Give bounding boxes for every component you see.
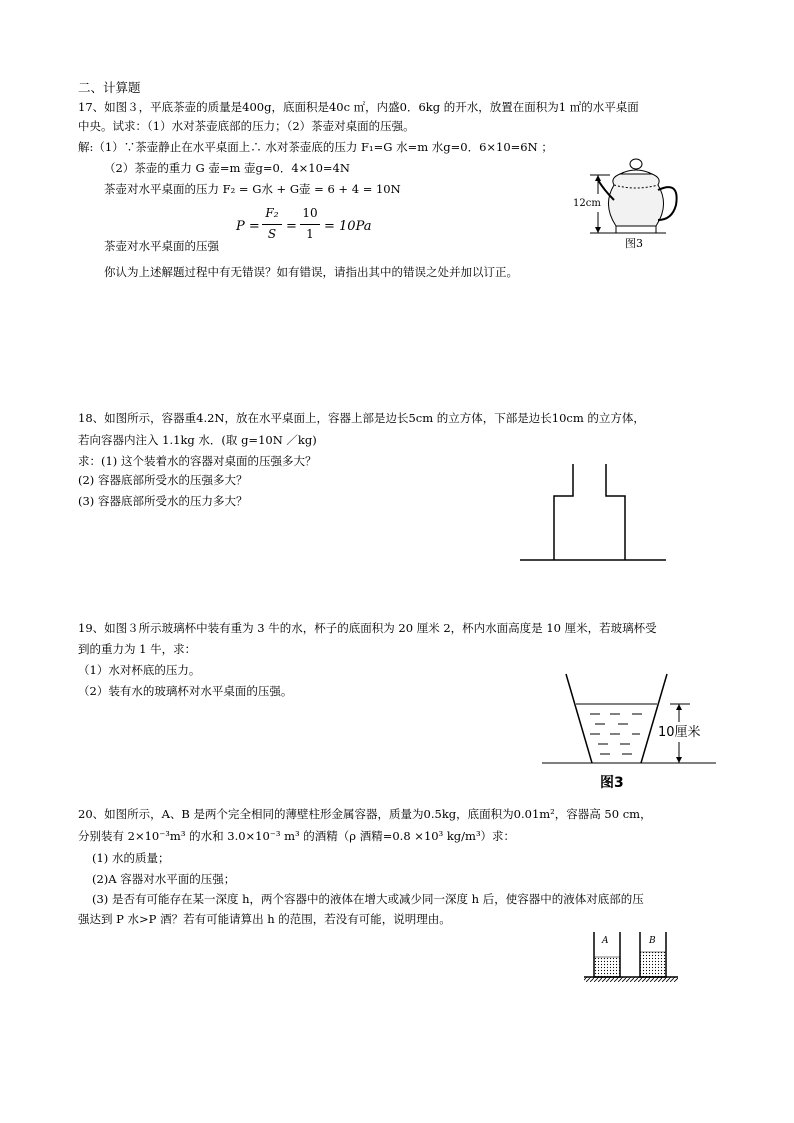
formula-den2: 1 <box>306 227 314 241</box>
q17-solution-3: 茶壶对水平桌面的压力 F₂ = G水 + G壶 = 6 + 4 = 10N <box>104 182 401 196</box>
q18-ask2: (2) 容器底部所受水的压强多大？ <box>78 473 248 487</box>
glass-dimension: 10厘米 <box>658 725 701 740</box>
q19-line1: 19、如图３所示玻璃杯中装有重为 3 牛的水，杯子的底面积为 20 厘米 2，杯内水面高度是 10 厘米，若玻璃杯受 <box>78 621 657 635</box>
formula-eq: = <box>286 219 297 234</box>
q20-ask3: (3) 是否有可能存在某一深度 h，两个容器中的液体在增大或减少同一深度 h 后，使容器中的液体对底部的压 <box>92 892 644 906</box>
q17-line2: 中央。试求：（1）水对茶壶底部的压力；（2）茶壶对桌面的压强。 <box>78 119 415 133</box>
fraction-bar <box>300 224 320 225</box>
fraction-bar <box>262 224 282 225</box>
section-title: 二、计算题 <box>78 80 141 95</box>
q18-ask1: 求：(1) 这个装着水的容器对桌面的压强多大？ <box>78 454 317 468</box>
q19-line2: 到的重力为 1 牛，求： <box>78 642 197 656</box>
q20-line2: 分别装有 2×10⁻³m³ 的水和 3.0×10⁻³ m³ 的酒精（ρ 酒精=0.8 ×10³ kg/m³）求： <box>78 829 516 843</box>
formula-result: = 10Pa <box>324 219 372 234</box>
formula-num1: F₂ <box>265 206 279 220</box>
q19-ask2: （2）装有水的玻璃杯对水平桌面的压强。 <box>78 684 293 698</box>
q17-question: 你认为上述解题过程中有无错误？如有错误，请指出其中的错误之处并加以订正。 <box>104 265 518 279</box>
q20-ask1: (1) 水的质量； <box>92 851 170 865</box>
q17-line1: 17、如图３，平底茶壶的质量是400g，底面积是40c ㎡，内盛0．6kg 的开水，放置在面积为1 ㎡的水平桌面 <box>78 100 639 114</box>
container-a-label: A <box>602 936 609 946</box>
q18-line2: 若向容器内注入 1.1kg 水．(取 g=10N ／kg) <box>78 433 317 447</box>
container-b-label: B <box>649 936 656 946</box>
formula-num2: 10 <box>302 206 318 220</box>
glass-figure <box>540 670 720 768</box>
q18-line1: 18、如图所示，容器重4.2N，放在水平桌面上，容器上部是边长5cm 的立方体，下部是边长10cm 的立方体， <box>78 411 645 425</box>
q18-ask3: (3) 容器底部所受水的压力多大？ <box>78 494 248 508</box>
q20-ask2: (2)A 容器对水平面的压强； <box>92 872 236 886</box>
teapot-figure-label: 图3 <box>625 237 643 250</box>
q20-ask4: 强达到 P 水>P 酒？若有可能请算出 h 的范围，若没有可能，说明理由。 <box>78 912 451 926</box>
q17-solution-2: （2）茶壶的重力 G 壶=m 壶g=0．4×10=4N <box>104 161 350 175</box>
glass-figure-label: 图3 <box>600 775 624 791</box>
q17-solution-4: 茶壶对水平桌面的压强 <box>104 239 219 253</box>
q17-solution-1: 解:（1）∵茶壶静止在水平桌面上∴ 水对茶壶底的压力 F₁=G 水=m 水g=0．6×10=6N ； <box>78 140 553 154</box>
formula-p: P = <box>236 219 260 234</box>
teapot-dimension: 12cm <box>573 198 601 209</box>
q19-ask1: （1）水对杯底的压力。 <box>78 663 201 677</box>
q20-line1: 20、如图所示，A、B 是两个完全相同的薄壁柱形金属容器，质量为0.5kg，底面积为0.01m²，容器高 50 cm， <box>78 807 652 821</box>
containers-ab-figure <box>582 930 680 986</box>
container-figure <box>518 462 668 568</box>
formula-den1: S <box>267 227 277 241</box>
